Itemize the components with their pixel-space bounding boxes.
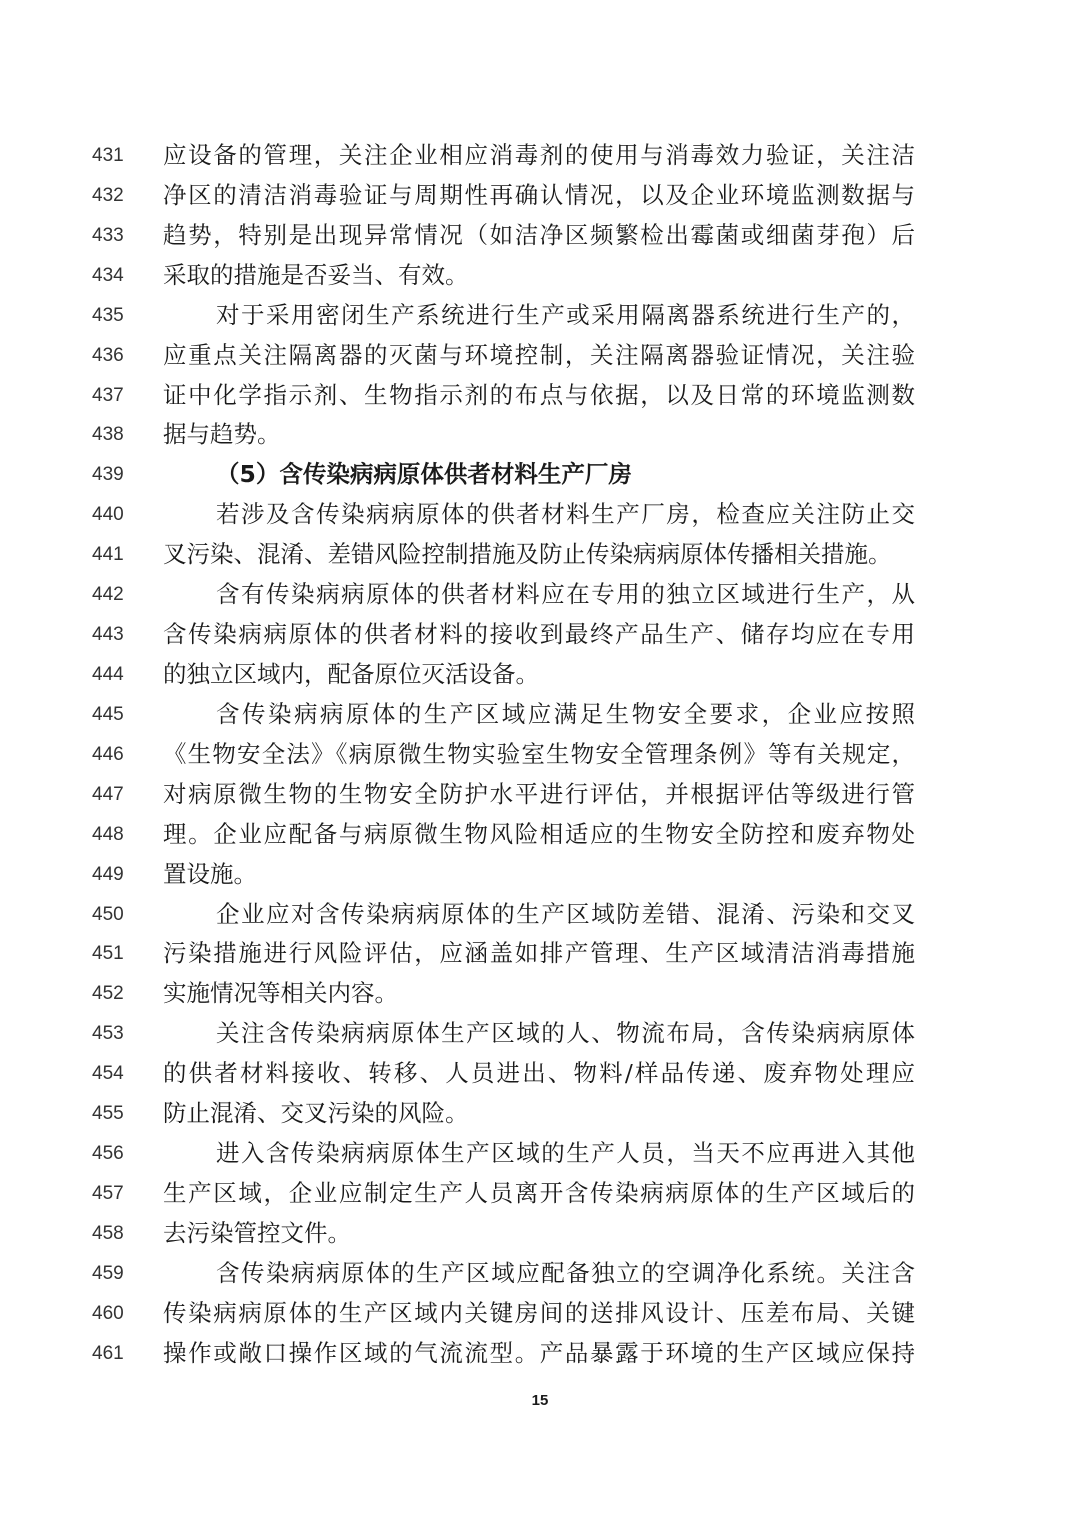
line-text: 防止混淆、交叉污染的风险。 bbox=[163, 1099, 469, 1128]
line-text: 含传染病病原体的生产区域应配备独立的空调净化系统。关注含 bbox=[216, 1258, 915, 1287]
line-number: 438 bbox=[92, 424, 124, 446]
line-number: 455 bbox=[92, 1103, 124, 1125]
line-number: 448 bbox=[92, 823, 124, 845]
line-text: 采取的措施是否妥当、有效。 bbox=[163, 260, 469, 289]
line-text: 置设施。 bbox=[163, 859, 257, 888]
line-text: 进入含传染病病原体生产区域的生产人员，当天不应再进入其他 bbox=[216, 1139, 915, 1168]
text-line bbox=[0, 695, 1080, 735]
line-number: 443 bbox=[92, 624, 124, 646]
line-text: 的供者材料接收、转移、人员进出、物料/样品传递、废弃物处理应 bbox=[163, 1059, 915, 1088]
text-line bbox=[0, 655, 1080, 695]
line-number: 459 bbox=[92, 1262, 124, 1284]
line-number: 447 bbox=[92, 783, 124, 805]
line-number: 434 bbox=[92, 264, 124, 286]
document-body bbox=[0, 136, 1080, 1374]
text-line bbox=[0, 336, 1080, 376]
line-number: 442 bbox=[92, 584, 124, 606]
line-number: 456 bbox=[92, 1143, 124, 1165]
line-text: 生产区域，企业应制定生产人员离开含传染病病原体的生产区域后的 bbox=[163, 1178, 915, 1207]
line-text: 去污染管控文件。 bbox=[163, 1218, 351, 1247]
line-number: 432 bbox=[92, 184, 124, 206]
line-number: 446 bbox=[92, 743, 124, 765]
line-number: 439 bbox=[92, 464, 124, 486]
text-line bbox=[0, 1174, 1080, 1214]
line-number: 461 bbox=[92, 1342, 124, 1364]
line-number: 453 bbox=[92, 1023, 124, 1045]
line-text: 的独立区域内，配备原位灭活设备。 bbox=[163, 659, 539, 688]
text-line bbox=[0, 376, 1080, 416]
text-line bbox=[0, 1254, 1080, 1294]
line-number: 444 bbox=[92, 663, 124, 685]
line-number: 454 bbox=[92, 1063, 124, 1085]
line-text: 企业应对含传染病病原体的生产区域防差错、混淆、污染和交叉 bbox=[216, 899, 915, 928]
text-line bbox=[0, 895, 1080, 935]
line-text: 理。企业应配备与病原微生物风险相适应的生物安全防控和废弃物处 bbox=[163, 819, 915, 848]
line-text: 《生物安全法》《病原微生物实验室生物安全管理条例》等有关规定， bbox=[163, 739, 915, 768]
line-text: 趋势，特别是出现异常情况（如洁净区频繁检出霉菌或细菌芽孢）后 bbox=[163, 220, 915, 249]
line-text: 对病原微生物的生物安全防护水平进行评估，并根据评估等级进行管 bbox=[163, 779, 915, 808]
line-number: 457 bbox=[92, 1182, 124, 1204]
line-text: 证中化学指示剂、生物指示剂的布点与依据，以及日常的环境监测数 bbox=[163, 380, 915, 409]
line-number: 445 bbox=[92, 703, 124, 725]
section-heading-line bbox=[0, 455, 1080, 495]
text-line bbox=[0, 1294, 1080, 1334]
text-line bbox=[0, 1214, 1080, 1254]
text-line bbox=[0, 974, 1080, 1014]
text-line bbox=[0, 256, 1080, 296]
text-line bbox=[0, 495, 1080, 535]
line-text: 对于采用密闭生产系统进行生产或采用隔离器系统进行生产的， bbox=[216, 300, 915, 329]
line-text: 净区的清洁消毒验证与周期性再确认情况，以及企业环境监测数据与 bbox=[163, 180, 915, 209]
line-text: 若涉及含传染病病原体的供者材料生产厂房，检查应关注防止交 bbox=[216, 500, 915, 529]
line-number: 458 bbox=[92, 1222, 124, 1244]
line-number: 452 bbox=[92, 983, 124, 1005]
text-line bbox=[0, 775, 1080, 815]
line-text: 应设备的管理，关注企业相应消毒剂的使用与消毒效力验证，关注洁 bbox=[163, 141, 915, 169]
text-line bbox=[0, 176, 1080, 216]
text-line bbox=[0, 1054, 1080, 1094]
line-number: 436 bbox=[92, 344, 124, 366]
line-text: 含传染病病原体的生产区域应满足生物安全要求，企业应按照 bbox=[216, 699, 915, 728]
text-line bbox=[0, 1014, 1080, 1054]
line-number: 450 bbox=[92, 903, 124, 925]
line-number: 451 bbox=[92, 943, 124, 965]
line-number: 441 bbox=[92, 544, 124, 566]
text-line bbox=[0, 296, 1080, 336]
text-line bbox=[0, 615, 1080, 655]
text-line bbox=[0, 1134, 1080, 1174]
section-heading: （5）含传染病病原体供者材料生产厂房 bbox=[216, 460, 632, 489]
line-number: 431 bbox=[92, 145, 124, 166]
text-line bbox=[0, 1094, 1080, 1134]
text-line bbox=[0, 535, 1080, 575]
text-line bbox=[0, 415, 1080, 455]
line-number: 437 bbox=[92, 384, 124, 406]
line-number: 460 bbox=[92, 1302, 124, 1324]
line-text: 实施情况等相关内容。 bbox=[163, 979, 398, 1008]
text-line bbox=[0, 934, 1080, 974]
text-line bbox=[0, 136, 1080, 176]
line-text: 应重点关注隔离器的灭菌与环境控制，关注隔离器验证情况，关注验 bbox=[163, 340, 915, 369]
text-line bbox=[0, 855, 1080, 895]
line-text: 据与趋势。 bbox=[163, 420, 281, 449]
line-text: 叉污染、混淆、差错风险控制措施及防止传染病病原体传播相关措施。 bbox=[163, 540, 892, 569]
page-number: 15 bbox=[531, 1392, 549, 1409]
line-text: 含有传染病病原体的供者材料应在专用的独立区域进行生产，从 bbox=[216, 580, 915, 609]
line-number: 449 bbox=[92, 863, 124, 885]
text-line bbox=[0, 575, 1080, 615]
line-text: 操作或敞口操作区域的气流流型。产品暴露于环境的生产区域应保持 bbox=[163, 1338, 915, 1367]
line-text: 传染病病原体的生产区域内关键房间的送排风设计、压差布局、关键 bbox=[163, 1298, 915, 1327]
text-line bbox=[0, 735, 1080, 775]
text-line bbox=[0, 216, 1080, 256]
line-text: 污染措施进行风险评估，应涵盖如排产管理、生产区域清洁消毒措施 bbox=[163, 939, 915, 968]
line-text: 关注含传染病病原体生产区域的人、物流布局，含传染病病原体 bbox=[216, 1019, 915, 1048]
line-number: 440 bbox=[92, 504, 124, 526]
text-line bbox=[0, 815, 1080, 855]
line-number: 433 bbox=[92, 224, 124, 246]
line-text: 含传染病病原体的供者材料的接收到最终产品生产、储存均应在专用 bbox=[163, 620, 915, 649]
line-number: 435 bbox=[92, 304, 124, 326]
text-line bbox=[0, 1334, 1080, 1374]
